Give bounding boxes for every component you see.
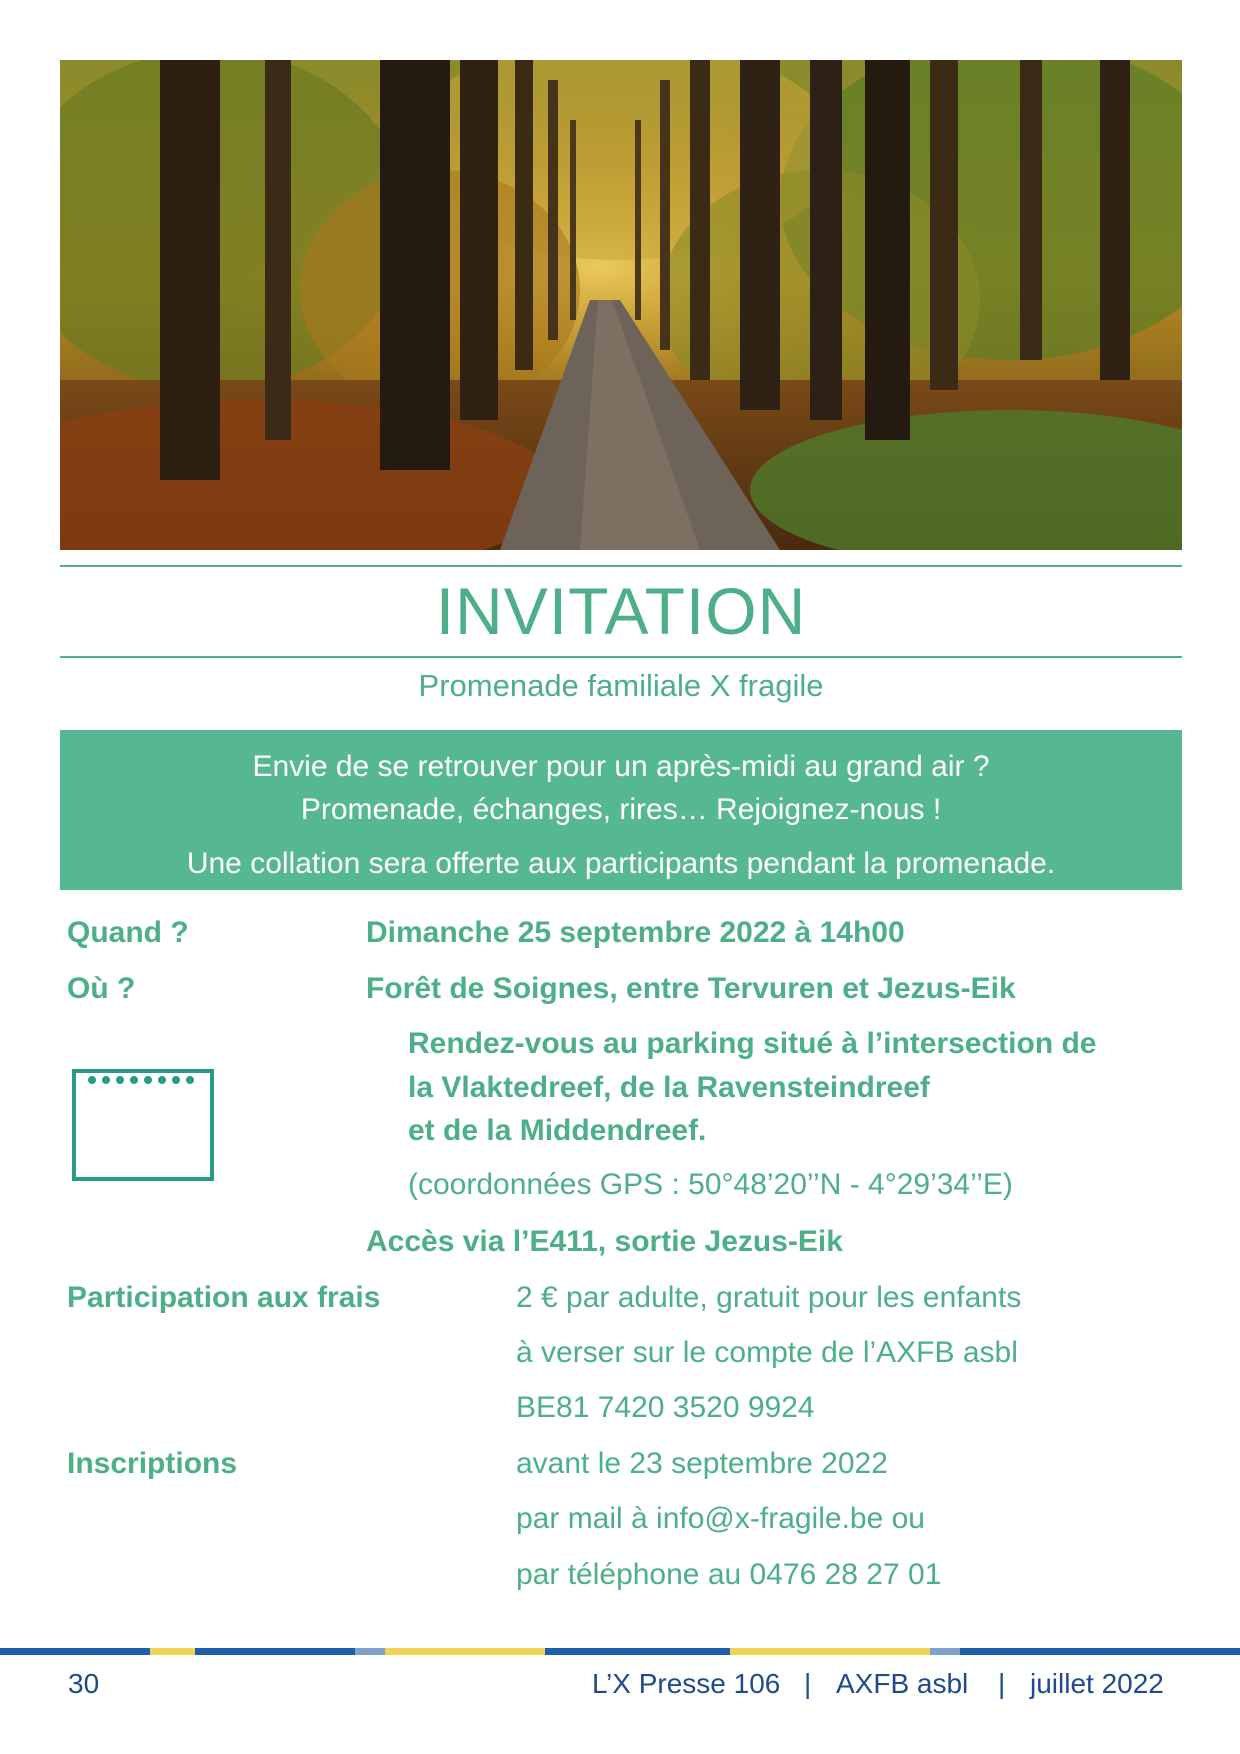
meeting-point-line-2: la Vlaktedreef, de la Ravensteindreef	[408, 1071, 930, 1104]
gps-coordinates: (coordonnées GPS : 50°48’20’’N - 4°29’34’’E)	[408, 1168, 1013, 1201]
registration-email: par mail à info@x-fragile.be ou	[516, 1502, 925, 1535]
fees-line-1: 2 € par adulte, gratuit pour les enfants	[516, 1281, 1022, 1314]
page-number: 30	[68, 1668, 100, 1699]
registration-label: Inscriptions	[67, 1447, 238, 1480]
organization-name: AXFB asbl	[836, 1668, 969, 1699]
meeting-point-line-1: Rendez-vous au parking situé à l’intersection de	[408, 1027, 1097, 1060]
forest-path-photo	[60, 60, 1182, 550]
where-label: Où ?	[67, 972, 136, 1005]
fees-account-number: BE81 7420 3520 9924	[516, 1391, 815, 1424]
invitation-banner	[60, 730, 1182, 890]
fees-line-2: à verser sur le compte de l’AXFB asbl	[516, 1336, 1018, 1369]
publication-name: L’X Presse 106	[592, 1668, 781, 1699]
meeting-point-line-3: et de la Middendreef.	[408, 1114, 707, 1147]
footer-separator-2: |	[998, 1668, 1006, 1699]
title-bottom-rule	[60, 656, 1182, 658]
banner-line-2: Promenade, échanges, rires… Rejoignez-nous !	[300, 793, 942, 826]
registration-phone: par téléphone au 0476 28 27 01	[516, 1558, 942, 1591]
fees-label: Participation aux frais	[67, 1281, 381, 1314]
access-info: Accès via l’E411, sortie Jezus-Eik	[366, 1225, 843, 1258]
page-subtitle: Promenade familiale X fragile	[418, 668, 824, 703]
where-value: Forêt de Soignes, entre Tervuren et Jezus-Eik	[366, 972, 1016, 1005]
banner-line-3: Une collation sera offerte aux participants pendant la promenade.	[186, 847, 1056, 880]
calendar-icon	[72, 1068, 214, 1182]
footer-separator-1: |	[804, 1668, 812, 1699]
publication-date: juillet 2022	[1030, 1668, 1164, 1699]
when-label: Quand ?	[67, 916, 189, 949]
page-title: INVITATION	[435, 574, 807, 648]
registration-deadline: avant le 23 septembre 2022	[516, 1447, 888, 1480]
when-value: Dimanche 25 septembre 2022 à 14h00	[366, 916, 905, 949]
title-top-rule	[60, 565, 1182, 567]
banner-line-1: Envie de se retrouver pour un après-midi au grand air ?	[252, 750, 990, 783]
